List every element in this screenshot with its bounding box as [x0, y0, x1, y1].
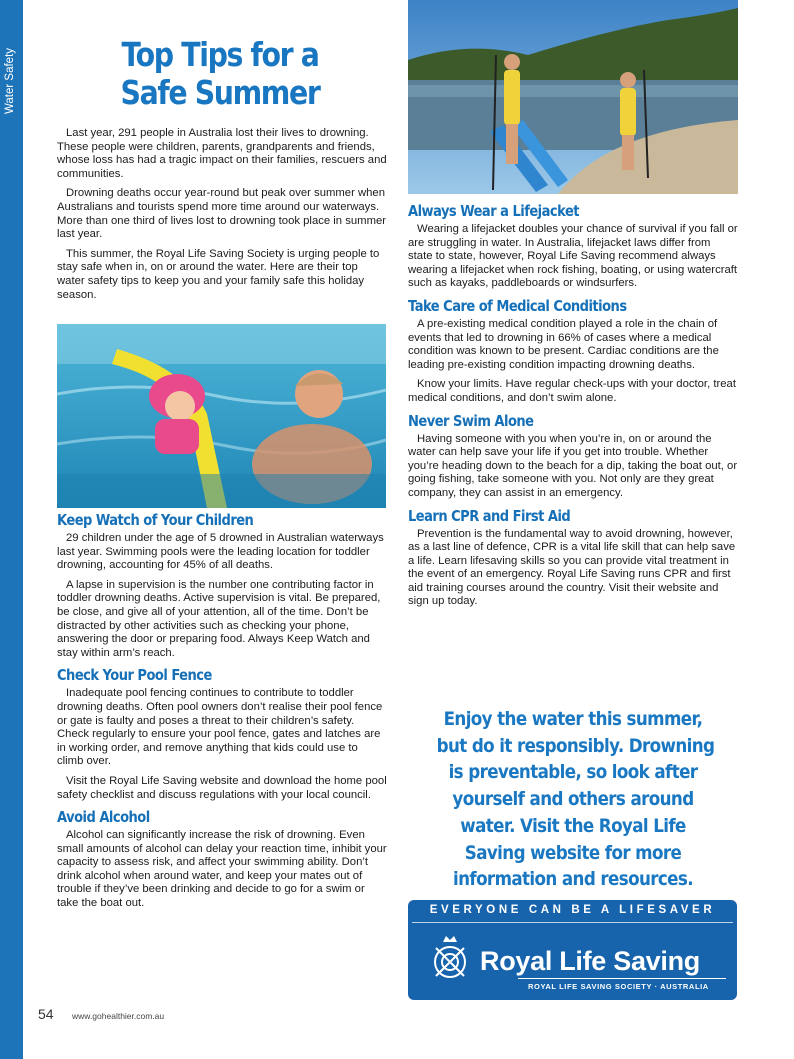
section-paragraph: Having someone with you when you’re in, on or around the water can help save your life if you get into trouble. Whether you’re heading down to the beach for a dip, taking the boat out, or going fishing, take someone with you. Not only are they great company, they can assist in an emergency.	[408, 432, 738, 499]
crest-icon	[428, 932, 472, 982]
section-paragraph: Alcohol can significantly increase the risk of drowning. Even small amounts of alcohol can delay your reaction time, inhibit your capacity to assess risk, and affect your swimming ability. Don’t drink alcohol when around water, and keep your mates out of trouble if they’ve been drinking and decide to go for a swim or take the boat out.	[57, 829, 387, 910]
section-paragraph: Know your limits. Have regular check-ups with your doctor, treat medical conditions, and don’t swim alone.	[408, 378, 736, 404]
page-title	[82, 36, 357, 112]
banner-tagline: EVERYONE CAN BE A LIFESAVER	[429, 904, 716, 916]
page-number: 54	[38, 1006, 54, 1022]
callout-line: information and resources.	[453, 868, 693, 891]
callout-line: yourself and others around	[452, 788, 694, 811]
callout-line: but do it responsibly. Drowning	[436, 734, 715, 757]
section-paragraph: Visit the Royal Life Saving website and download the home pool safety checklist and discuss regulations with your local council.	[57, 774, 387, 801]
intro-paragraph: Drowning deaths occur year-round but peak over summer when Australians and tourists spend more time around our waterways. More than one third of lives lost to drowning took place in summer last year.	[57, 187, 387, 241]
title-line: Top Tips for a	[121, 35, 319, 74]
section-avoid-alcohol	[57, 808, 387, 911]
section-paragraph: Inadequate pool fencing continues to contribute to toddler drowning deaths. Often pool owners don’t realise their pool fence or gate is faulty and poses a threat to their children’s safety. Check regularly to ensure your pool fence, gates and latches are in working order, and remove anything that kids could use to climb over.	[57, 687, 383, 768]
section-sidebar	[0, 0, 23, 1059]
section-paragraph: 29 children under the age of 5 drowned in Australian waterways last year. Swimming pools were the leading location for toddler drowning, accounting for 45% of all deaths.	[57, 532, 384, 572]
left-column	[57, 511, 387, 917]
intro-text	[57, 127, 387, 308]
section-cpr	[408, 507, 738, 610]
brand-name: Royal Life Saving	[480, 946, 700, 976]
section-paragraph: Prevention is the fundamental way to avoid drowning, however, as a last line of defence, CPR is a vital life skill that can help save a life. Learn lifesaving skills so you can provide vital treatment in the event of an emergency. Royal Life Saving runs CPR and first aid training courses around the country. Visit their website and sign up today.	[408, 527, 736, 608]
section-heading: Take Care of Medical Conditions	[408, 296, 627, 315]
callout-line: water. Visit the Royal Life	[460, 814, 686, 837]
section-pool-fence	[57, 666, 387, 802]
brand-rule	[518, 978, 726, 979]
intro-paragraph: This summer, the Royal Life Saving Society is urging people to stay safe when in, on or around the water. Here are their top water safety tips to keep you and your family safe this holiday season.	[57, 247, 380, 301]
callout-line: Saving website for more	[464, 841, 682, 864]
pool-photo	[57, 324, 386, 508]
section-label: Water Safety	[4, 47, 16, 115]
section-medical	[408, 297, 738, 406]
section-heading: Always Wear a Lifejacket	[408, 202, 579, 220]
banner-divider	[412, 922, 733, 923]
section-paragraph: A pre-existing medical condition played a role in the chain of events that led to drowning in 66% of cases where a medical condition was known to be present. Cardiac conditions are the leading pre-existing condition impacting drowning deaths.	[408, 317, 719, 371]
title-line: Safe Summer	[120, 73, 320, 112]
intro-paragraph: Last year, 291 people in Australia lost their lives to drowning. These people were children, parents, grandparents and friends, whose loss has had a tragic impact on their families, rescuers and communities.	[57, 127, 387, 180]
section-heading: Keep Watch of Your Children	[57, 511, 254, 529]
callout-line: is preventable, so look after	[448, 761, 698, 784]
paddleboard-photo	[408, 0, 738, 194]
section-heading: Learn CPR and First Aid	[408, 506, 571, 525]
section-paragraph: A lapse in supervision is the number one contributing factor in toddler drowning deaths. Active supervision is vital. Be prepared, be close, and give all of your attention, all of the time. Don’t be distracted by other activities such as checking your phone, answering the door or preparing food. Always Keep Watch and stay within arm’s reach.	[57, 578, 381, 659]
section-lifejacket	[408, 202, 738, 291]
section-heading: Never Swim Alone	[408, 411, 534, 430]
section-heading: Avoid Alcohol	[57, 808, 150, 827]
section-keep-watch	[57, 511, 387, 660]
brand-subtitle: ROYAL LIFE SAVING SOCIETY · AUSTRALIA	[528, 982, 709, 991]
right-column	[408, 202, 738, 615]
callout-text	[436, 706, 715, 893]
section-heading: Check Your Pool Fence	[57, 666, 212, 685]
section-swim-alone	[408, 412, 738, 501]
section-paragraph: Wearing a lifejacket doubles your chance of survival if you fall or are struggling in water. In Australia, lifejacket laws differ from state to state, however, Royal Life Saving recommend always wearing a lifejacket when rock fishing, boating, or using watercraft such as kayaks, paddleboards or windsurfers.	[408, 223, 738, 290]
footer-url: www.gohealthier.com.au	[72, 1011, 165, 1021]
callout-line: Enjoy the water this summer,	[443, 708, 703, 730]
royal-life-saving-banner	[408, 900, 737, 1000]
